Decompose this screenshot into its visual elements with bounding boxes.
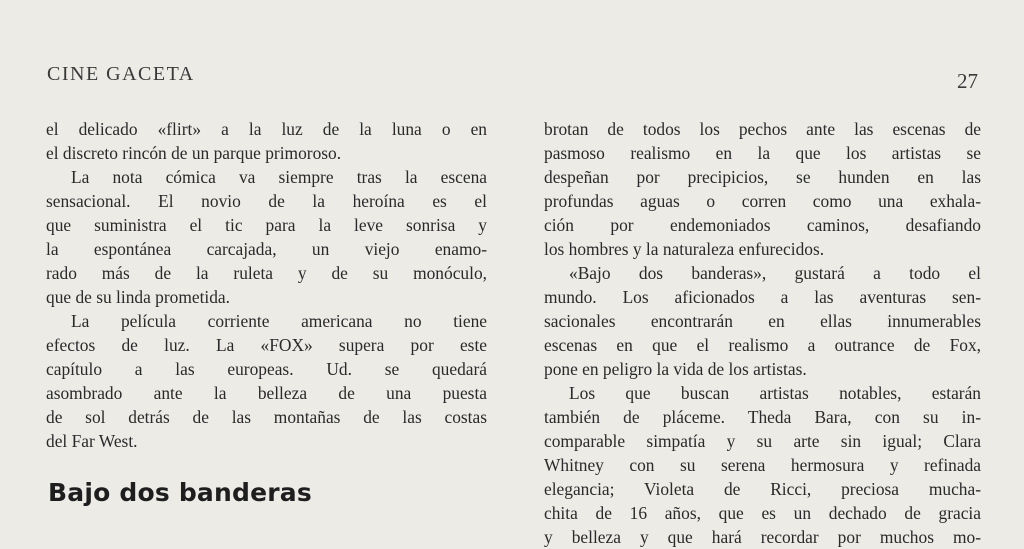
running-title: CINE GACETA (47, 63, 195, 85)
text-line: efectos de luz. La «FOX» supera por este (46, 335, 487, 355)
text-line: «Bajo dos banderas», gustará a todo el (569, 263, 981, 283)
left-text-column (46, 117, 487, 453)
text-line: asombrado ante la belleza de una puesta (46, 383, 487, 403)
text-line: los hombres y la naturaleza enfurecidos. (544, 239, 825, 259)
text-line: comparable simpatía y su arte sin igual; Clara (544, 431, 981, 451)
text-line: La nota cómica va siempre tras la escena (71, 167, 487, 187)
text-line: despeñan por precipicios, se hunden en las (544, 167, 981, 187)
text-line: Whitney con su serena hermosura y refinada (544, 455, 981, 475)
text-line: que suministra el tic para la leve sonrisa y (46, 215, 487, 235)
text-line: también de pláceme. Theda Bara, con su in- (544, 407, 981, 427)
text-line: sacionales encontrarán en ellas innumerables (544, 311, 981, 331)
text-line: pasmoso realismo en la que los artistas se (544, 143, 981, 163)
text-line: la espontánea carcajada, un viejo enamo- (46, 239, 487, 259)
text-line: mundo. Los aficionados a las aventuras sen- (544, 287, 981, 307)
text-line: pone en peligro la vida de los artistas. (544, 359, 807, 379)
text-line: Los que buscan artistas notables, estarán (569, 383, 981, 403)
text-line: el discreto rincón de un parque primoroso. (46, 143, 342, 163)
page-header (47, 60, 978, 93)
text-line: brotan de todos los pechos ante las escenas de (544, 119, 981, 139)
section-heading: Bajo dos banderas (48, 478, 312, 507)
text-line: que de su linda prometida. (46, 287, 231, 307)
text-line: ción por endemoniados caminos, desafiando (544, 215, 981, 235)
text-line: rado más de la ruleta y de su monóculo, (46, 263, 487, 283)
text-line: La película corriente americana no tiene (71, 311, 487, 331)
text-line: el delicado «flirt» a la luz de la luna o en (46, 119, 487, 139)
text-line: y belleza y que hará recordar por muchos mo- (544, 527, 981, 547)
text-line: chita de 16 años, que es un dechado de gracia (544, 503, 981, 523)
text-line: de sol detrás de las montañas de las costas (46, 407, 487, 427)
text-line: del Far West. (46, 431, 138, 451)
text-line: capítulo a las europeas. Ud. se quedará (46, 359, 487, 379)
page-number: 27 (957, 69, 978, 93)
text-line: sensacional. El novio de la heroína es el (46, 191, 487, 211)
text-line: elegancia; Violeta de Ricci, preciosa mucha- (544, 479, 981, 499)
text-line: profundas aguas o corren como una exhala- (544, 191, 981, 211)
text-line: escenas en que el realismo a outrance de Fox, (544, 335, 981, 355)
right-text-column (544, 117, 981, 549)
